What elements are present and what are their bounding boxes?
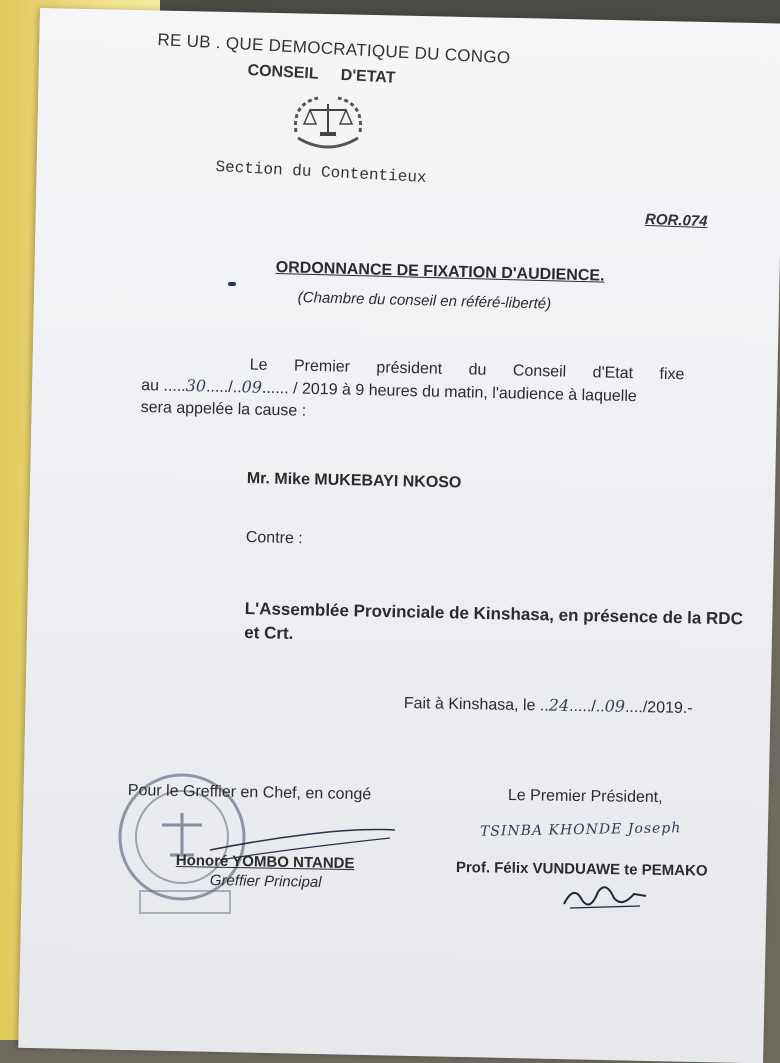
document-reference: ROR.074	[644, 210, 708, 231]
plaintiff-name: Mr. Mike MUKEBAYI NKOSO	[246, 470, 462, 492]
hearing-month: 09	[241, 377, 263, 397]
document-title: ORDONNANCE DE FIXATION D'AUDIENCE.	[275, 259, 605, 285]
scales-emblem-icon	[278, 92, 378, 158]
pen-mark	[228, 282, 236, 286]
clerk-title: Greffier Principal	[209, 872, 322, 891]
president-name: Prof. Félix VUNDUAWE te PEMAKO	[455, 859, 708, 880]
president-handwritten-name: TSINBA KHONDE Joseph	[479, 820, 682, 840]
clerk-role: Pour le Greffier en Chef, en congé	[127, 782, 372, 804]
order-paragraph	[140, 352, 731, 432]
president-role: Le Premier Président,	[507, 787, 663, 807]
line2-suffix: / 2019 à 9 heures du matin, l'audience à laquelle	[292, 380, 637, 406]
line2-prefix: au	[141, 376, 160, 395]
council-header: CONSEIL D'ETAT	[247, 62, 396, 87]
paragraph-line-1: Le Premier président du Conseil d'Etat fixe	[249, 356, 685, 384]
paragraph-line-3: sera appelée la cause :	[140, 398, 307, 420]
republic-header: RE UB . QUE DEMOCRATIQUE DU CONGO	[157, 30, 511, 68]
president-signature-scribble-icon	[560, 878, 650, 914]
signing-year: /2019.-	[642, 699, 693, 718]
hearing-day: 30	[185, 376, 207, 396]
paragraph-line-2: au .....30...../..09...... / 2019 à 9 heures du matin, l'audience à laquelle	[141, 376, 637, 406]
defendant-name: L'Assemblée Provinciale de Kinshasa, en présence de la RDC et Crt.	[244, 598, 744, 644]
signing-prefix: Fait à Kinshasa, le	[403, 694, 536, 715]
section-header: Section du Contentieux	[215, 158, 427, 188]
signing-day: 24	[548, 695, 570, 715]
signing-place-date: Fait à Kinshasa, le ..24...../..09..../2019.-	[403, 694, 693, 718]
clerk-name: Honoré YOMBO NTANDE	[175, 852, 355, 873]
against-label: Contre :	[245, 529, 303, 548]
document-subtitle: (Chambre du conseil en référé-liberté)	[297, 289, 552, 313]
signing-month: 09	[604, 696, 626, 716]
